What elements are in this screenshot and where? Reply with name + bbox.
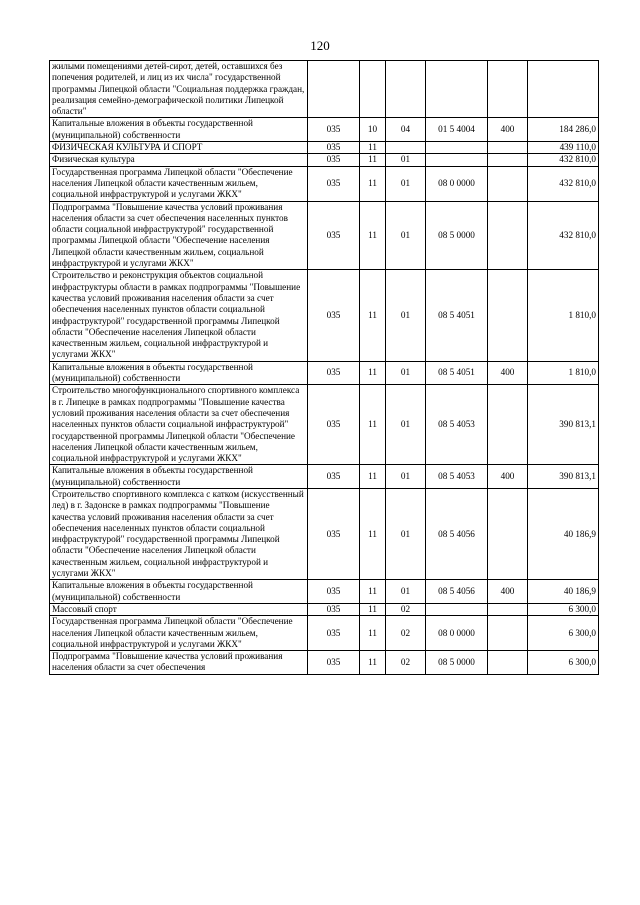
row-section-code: 11 [360,270,386,361]
row-amount: 390 813,1 [528,465,599,489]
row-name: Физическая культура [50,154,308,166]
table-row [50,154,599,166]
row-target-article: 08 5 4051 [426,361,488,385]
row-target-article: 08 0 0000 [426,166,488,201]
row-target-article: 08 5 4053 [426,465,488,489]
row-name: Строительство спортивного комплекса с катком (искусственный лед) в г. Задонске в рамках подпрограммы "Повышение качества условий проживания населения области за счет обеспечения населенных пунктов области социальной инфраструктурой" государственной программы Липецкой области "Обеспечение населения Липецкой области качественным жильем, социальной инфраструктурой и услугами ЖКХ" [50,488,308,579]
row-subsection-code: 02 [386,651,426,675]
row-subsection-code: 01 [386,580,426,604]
table-row [50,651,599,675]
row-ved-code: 035 [308,166,360,201]
row-expense-type [488,142,528,154]
row-name: Государственная программа Липецкой области "Обеспечение населения Липецкой области качественным жильем, социальной инфраструктурой и услугами ЖКХ" [50,166,308,201]
row-ved-code: 035 [308,142,360,154]
row-ved-code: 035 [308,603,360,615]
row-ved-code: 035 [308,154,360,166]
table-row [50,118,599,142]
row-expense-type [488,488,528,579]
row-section-code: 11 [360,166,386,201]
row-amount: 6 300,0 [528,603,599,615]
row-section-code: 11 [360,488,386,579]
row-target-article [426,142,488,154]
row-subsection-code [386,142,426,154]
table-row [50,61,599,118]
row-amount: 432 810,0 [528,154,599,166]
row-amount: 1 810,0 [528,361,599,385]
table-row [50,465,599,489]
row-subsection-code: 02 [386,616,426,651]
row-section-code: 11 [360,154,386,166]
row-section-code: 11 [360,142,386,154]
row-section-code: 11 [360,616,386,651]
row-name: Подпрограмма "Повышение качества условий проживания населения области за счет обеспечения [50,651,308,675]
table-row [50,488,599,579]
row-section-code: 11 [360,465,386,489]
row-subsection-code: 01 [386,361,426,385]
row-expense-type [488,651,528,675]
table-row [50,385,599,465]
row-expense-type [488,61,528,118]
row-subsection-code: 01 [386,465,426,489]
row-section-code: 11 [360,580,386,604]
row-section-code: 10 [360,118,386,142]
row-amount: 432 810,0 [528,166,599,201]
row-target-article: 08 5 4056 [426,488,488,579]
row-target-article: 08 5 0000 [426,201,488,270]
row-amount: 1 810,0 [528,270,599,361]
row-subsection-code: 02 [386,603,426,615]
row-ved-code: 035 [308,201,360,270]
row-target-article: 08 5 4051 [426,270,488,361]
row-name: Капитальные вложения в объекты государственной (муниципальной) собственности [50,361,308,385]
row-ved-code [308,61,360,118]
row-target-article: 08 5 4053 [426,385,488,465]
row-subsection-code: 01 [386,270,426,361]
row-section-code [360,61,386,118]
row-amount: 439 110,0 [528,142,599,154]
table-row [50,142,599,154]
row-name: Капитальные вложения в объекты государственной (муниципальной) собственности [50,465,308,489]
row-amount: 40 186,9 [528,580,599,604]
row-expense-type [488,616,528,651]
row-name: Капитальные вложения в объекты государственной (муниципальной) собственности [50,580,308,604]
table-row [50,166,599,201]
row-name: Подпрограмма "Повышение качества условий проживания населения области за счет обеспечения населенных пунктов области социальной инфраструктурой" государственной программы Липецкой области "Обеспечение населения Липецкой области качественным жильем, социальной инфраструктурой и услугами ЖКХ" [50,201,308,270]
table-row [50,361,599,385]
budget-table [49,60,599,675]
row-name: Капитальные вложения в объекты государственной (муниципальной) собственности [50,118,308,142]
row-ved-code: 035 [308,488,360,579]
row-section-code: 11 [360,361,386,385]
row-section-code: 11 [360,385,386,465]
table-row [50,201,599,270]
row-amount: 432 810,0 [528,201,599,270]
row-amount [528,61,599,118]
row-name: ФИЗИЧЕСКАЯ КУЛЬТУРА И СПОРТ [50,142,308,154]
row-amount: 390 813,1 [528,385,599,465]
row-expense-type [488,166,528,201]
row-section-code: 11 [360,651,386,675]
row-expense-type: 400 [488,580,528,604]
row-expense-type: 400 [488,118,528,142]
row-amount: 184 286,0 [528,118,599,142]
row-amount: 40 186,9 [528,488,599,579]
row-target-article: 08 5 0000 [426,651,488,675]
row-name: Массовый спорт [50,603,308,615]
row-subsection-code: 01 [386,488,426,579]
row-target-article [426,154,488,166]
row-ved-code: 035 [308,385,360,465]
row-subsection-code: 01 [386,201,426,270]
table-row [50,616,599,651]
row-section-code: 11 [360,603,386,615]
row-target-article: 08 5 4056 [426,580,488,604]
row-name: Строительство и реконструкция объектов социальной инфраструктуры области в рамках подпрограммы "Повышение качества условий проживания населения области за счет обеспечения населенных пунктов области социальной инфраструктурой" государственной программы Липецкой области "Обеспечение населения Липецкой области качественным жильем, социальной инфраструктурой и услугами ЖКХ" [50,270,308,361]
row-target-article: 01 5 4004 [426,118,488,142]
row-expense-type [488,201,528,270]
table-row [50,603,599,615]
row-expense-type [488,270,528,361]
row-ved-code: 035 [308,270,360,361]
row-ved-code: 035 [308,361,360,385]
row-target-article: 08 0 0000 [426,616,488,651]
row-target-article [426,603,488,615]
row-ved-code: 035 [308,651,360,675]
page-number: 120 [310,38,330,53]
row-expense-type: 400 [488,465,528,489]
row-subsection-code: 01 [386,385,426,465]
table-row [50,580,599,604]
row-expense-type [488,385,528,465]
row-expense-type [488,603,528,615]
row-amount: 6 300,0 [528,651,599,675]
row-subsection-code: 01 [386,154,426,166]
row-target-article [426,61,488,118]
row-expense-type [488,154,528,166]
row-name: жилыми помещениями детей-сирот, детей, оставшихся без попечения родителей, и лиц из их числа" государственной программы Липецкой области "Социальная поддержка граждан, реализация семейно-демографической политики Липецкой области" [50,61,308,118]
table-row [50,270,599,361]
row-name: Строительство многофункционального спортивного комплекса в г. Липецке в рамках подпрограммы "Повышение качества условий проживания населения области за счет обеспечения населенных пунктов области социальной инфраструктурой" государственной программы Липецкой области "Обеспечение населения Липецкой области качественным жильем, социальной инфраструктурой и услугами ЖКХ" [50,385,308,465]
row-ved-code: 035 [308,465,360,489]
row-ved-code: 035 [308,580,360,604]
row-amount: 6 300,0 [528,616,599,651]
row-section-code: 11 [360,201,386,270]
row-subsection-code: 04 [386,118,426,142]
row-subsection-code [386,61,426,118]
row-subsection-code: 01 [386,166,426,201]
row-ved-code: 035 [308,616,360,651]
row-ved-code: 035 [308,118,360,142]
row-name: Государственная программа Липецкой области "Обеспечение населения Липецкой области качественным жильем, социальной инфраструктурой и услугами ЖКХ" [50,616,308,651]
row-expense-type: 400 [488,361,528,385]
